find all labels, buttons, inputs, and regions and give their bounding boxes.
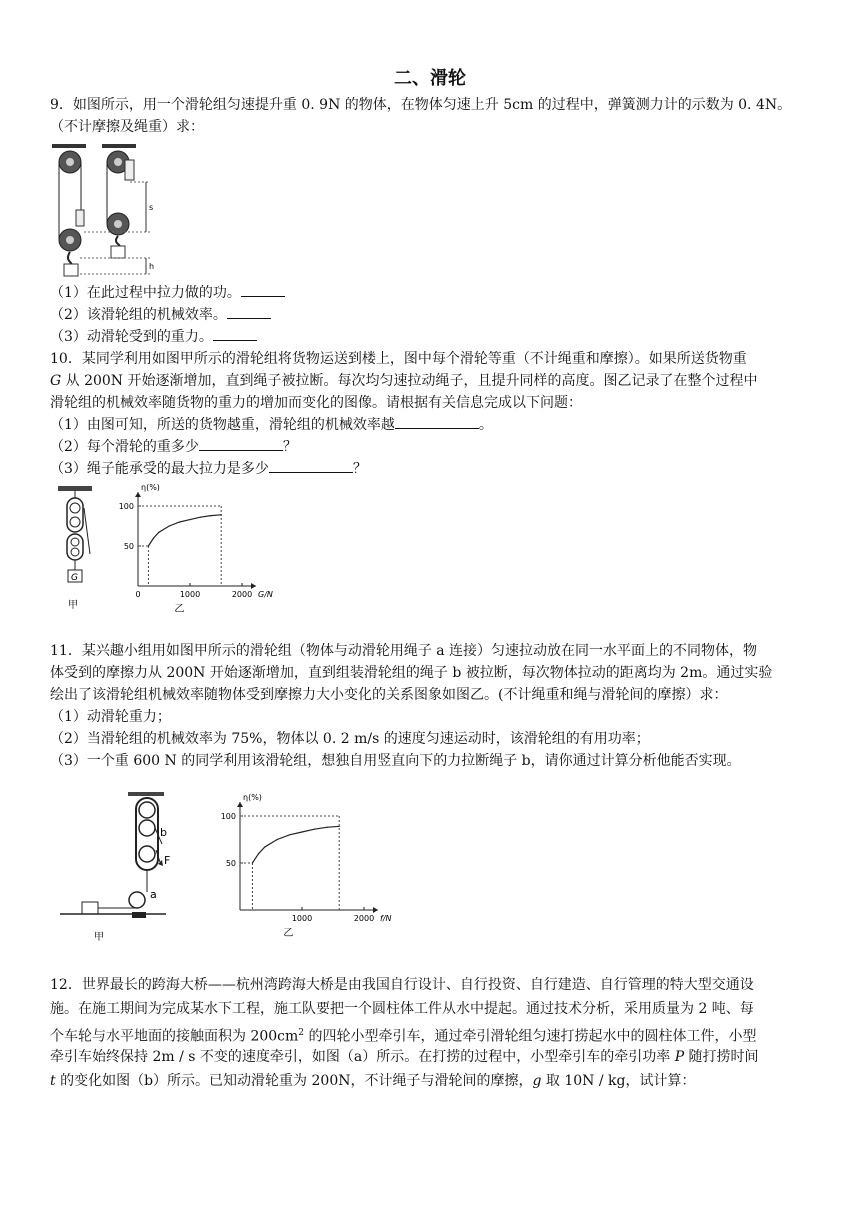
pull-rope <box>84 508 90 554</box>
label-a: a <box>150 888 157 901</box>
data-point <box>277 839 278 840</box>
x-tick-label: 2000 <box>231 590 253 599</box>
data-point <box>179 521 180 522</box>
q10-stem-line-3: 滑轮组的机械效率随货物的重力的增加而变化的图像。请根据有关信息完成以下问题： <box>50 395 582 411</box>
q12-stem-line-1: 12．世界最长的跨海大桥——杭州湾跨海大桥是由我国自行设计、自行投资、自行建造、自行管理的特大型交通设 <box>50 977 754 993</box>
data-point <box>258 853 259 854</box>
y-axis-arrow <box>237 802 243 807</box>
q11-figure-jia <box>56 788 186 948</box>
q11-chart-yi <box>210 788 400 948</box>
y-tick-label: 50 <box>225 859 236 868</box>
x-tick-label: 1000 <box>179 590 201 599</box>
object-block <box>82 902 98 914</box>
ceiling-right <box>102 144 136 148</box>
answer-blank[interactable] <box>395 414 479 429</box>
q11-stem-line-3: 绘出了该滑轮组机械效率随物体受到摩擦力大小变化的关系图象如图乙。(不计绳重和绳与滑轮间的摩擦）求： <box>50 687 728 703</box>
figure-label-jia: 甲 <box>68 600 78 611</box>
label-b: b <box>160 826 167 839</box>
data-point <box>169 525 170 526</box>
x-axis-arrow <box>373 907 378 913</box>
data-point <box>252 862 253 863</box>
weight-block-left <box>64 264 78 276</box>
weight-block-right <box>111 246 125 258</box>
q11-stem-line-1: 11．某兴趣小组用如图甲所示的滑轮组（物体与动滑轮用绳子 a 连接）匀速拉动放在同一水平面上的不同物体，物 <box>50 643 758 659</box>
data-point <box>264 846 265 847</box>
q10-stem-line-2: G 从 200N 开始逐渐增加，直到绳子被拉断。每次均匀速拉动绳子，且提升同样的高度。图乙记录了在整个过程中 <box>50 373 758 389</box>
q9-stem-line-2: （不计摩擦及绳重）求： <box>50 119 204 135</box>
x-tick-label: 0 <box>135 590 141 599</box>
efficiency-curve <box>252 826 339 863</box>
ceiling <box>58 486 92 491</box>
data-point <box>210 515 211 516</box>
x-tick-label: 1000 <box>291 914 313 923</box>
label-h: h <box>149 262 155 271</box>
data-point <box>289 834 290 835</box>
x-axis-label: G/N <box>258 590 273 599</box>
q9-pulley-diagram <box>50 140 160 280</box>
q9-sub-question-1: （1）在此过程中拉力做的功。 <box>50 282 820 304</box>
q10-figure-jia <box>54 484 104 612</box>
data-point <box>326 827 327 828</box>
ground-pulley <box>129 892 145 908</box>
ceiling <box>128 792 164 796</box>
figure-label-jia: 甲 <box>94 932 104 943</box>
data-point <box>158 532 159 533</box>
answer-blank[interactable] <box>199 436 283 451</box>
x-tick-label: 2000 <box>353 914 375 923</box>
q11-sub-question-1: （1）动滑轮重力； <box>50 709 171 725</box>
data-point <box>221 514 222 515</box>
y-tick-label: 100 <box>220 812 236 821</box>
data-point <box>314 829 315 830</box>
q12-stem-line-5: t 的变化如图（b）所示。已知动滑轮重为 200N，不计绳子与滑轮间的摩擦，g 取 10N / kg，试计算： <box>50 1073 696 1089</box>
figure-label-yi: 乙 <box>283 928 294 939</box>
label-s: s <box>149 203 154 212</box>
y-axis-label: η(%) <box>243 793 262 802</box>
data-point <box>189 519 190 520</box>
q11-sub-question-2: （2）当滑轮组的机械效率为 75%，物体以 0. 2 m/s 的速度匀速运动时，该滑轮组的有用功率； <box>50 731 650 747</box>
q11-efficiency-chart <box>210 788 400 948</box>
q10-sub-question-3: （3）绳子能承受的最大拉力是多少 ？ <box>50 458 820 480</box>
y-tick-label: 100 <box>118 502 134 511</box>
answer-blank[interactable] <box>241 282 285 297</box>
data-point <box>200 517 201 518</box>
q11-stem-line-2: 体受到的摩擦力从 200N 开始逐渐增加，直到组装滑轮组的绳子 b 被拉断，每次物体拉动的距离均为 2m。通过实验 <box>50 665 773 681</box>
spring-scale-right <box>125 160 134 180</box>
data-point <box>301 831 302 832</box>
section-title: 二、滑轮 <box>394 68 466 89</box>
q12-stem-line-2: 施。在施工期间为完成某水下工程，施工队要把一个圆柱体工件从水中提起。通过技术分析，采用质量为 2 吨、每 <box>50 1001 754 1017</box>
data-point <box>339 826 340 827</box>
data-point <box>153 537 154 538</box>
answer-blank[interactable] <box>269 458 353 473</box>
q9-pulley-figure <box>50 140 160 280</box>
ceiling-left <box>52 144 86 148</box>
data-point <box>148 545 149 546</box>
q9-sub-question-2: （2）该滑轮组的机械效率。 <box>50 304 820 326</box>
q10-efficiency-chart <box>108 484 278 612</box>
q12-stem-line-3: 个车轮与水平地面的接触面积为 $200cm^2$ 的四轮小型牵引车，通过牵引滑轮组匀速打捞起水中的圆柱体工件，小型 <box>50 1028 757 1045</box>
q10-chart-yi <box>108 484 278 612</box>
answer-blank[interactable] <box>227 304 271 319</box>
q10-sub-question-1: （1）由图可知，所送的货物越重，滑轮组的机械效率越 。 <box>50 414 820 436</box>
q10-sub-question-2: （2）每个滑轮的重多少 ？ <box>50 436 820 458</box>
q9-stem-line-1: 9．如图所示，用一个滑轮组匀速提升重 0. 9N 的物体，在物体匀速上升 5cm 的过程中，弹簧测力计的示数为 0. 4N。 <box>50 97 792 113</box>
y-tick-label: 50 <box>123 542 134 551</box>
svg-text:G: G <box>71 573 78 583</box>
q10-stem-line-1: 10．某同学利用如图甲所示的滑轮组将货物运送到楼上，图中每个滑轮等重（不计绳重和摩擦）。如果所送货物重 <box>50 351 747 367</box>
figure-label-yi: 乙 <box>174 604 185 612</box>
y-axis-arrow <box>135 492 141 497</box>
x-axis-label: f/N <box>380 914 392 923</box>
y-axis-label: η(%) <box>141 484 160 492</box>
q9-sub-question-3: （3）动滑轮受到的重力。 <box>50 326 820 348</box>
x-axis-arrow <box>251 583 256 589</box>
label-F: F <box>164 854 171 867</box>
answer-blank[interactable] <box>213 326 257 341</box>
q11-sub-question-3: （3）一个重 600 N 的同学利用该滑轮组，想独自用竖直向下的力拉断绳子 b，请你通过计算分析他能否实现。 <box>50 753 741 769</box>
spring-scale-left <box>76 210 84 226</box>
efficiency-curve <box>148 515 221 546</box>
q12-stem-line-4: 牵引车始终保持 2m / s 不变的速度牵引，如图（a）所示。在打捞的过程中，小型牵引车的牵引功率 P 随打捞时间 <box>50 1049 759 1065</box>
